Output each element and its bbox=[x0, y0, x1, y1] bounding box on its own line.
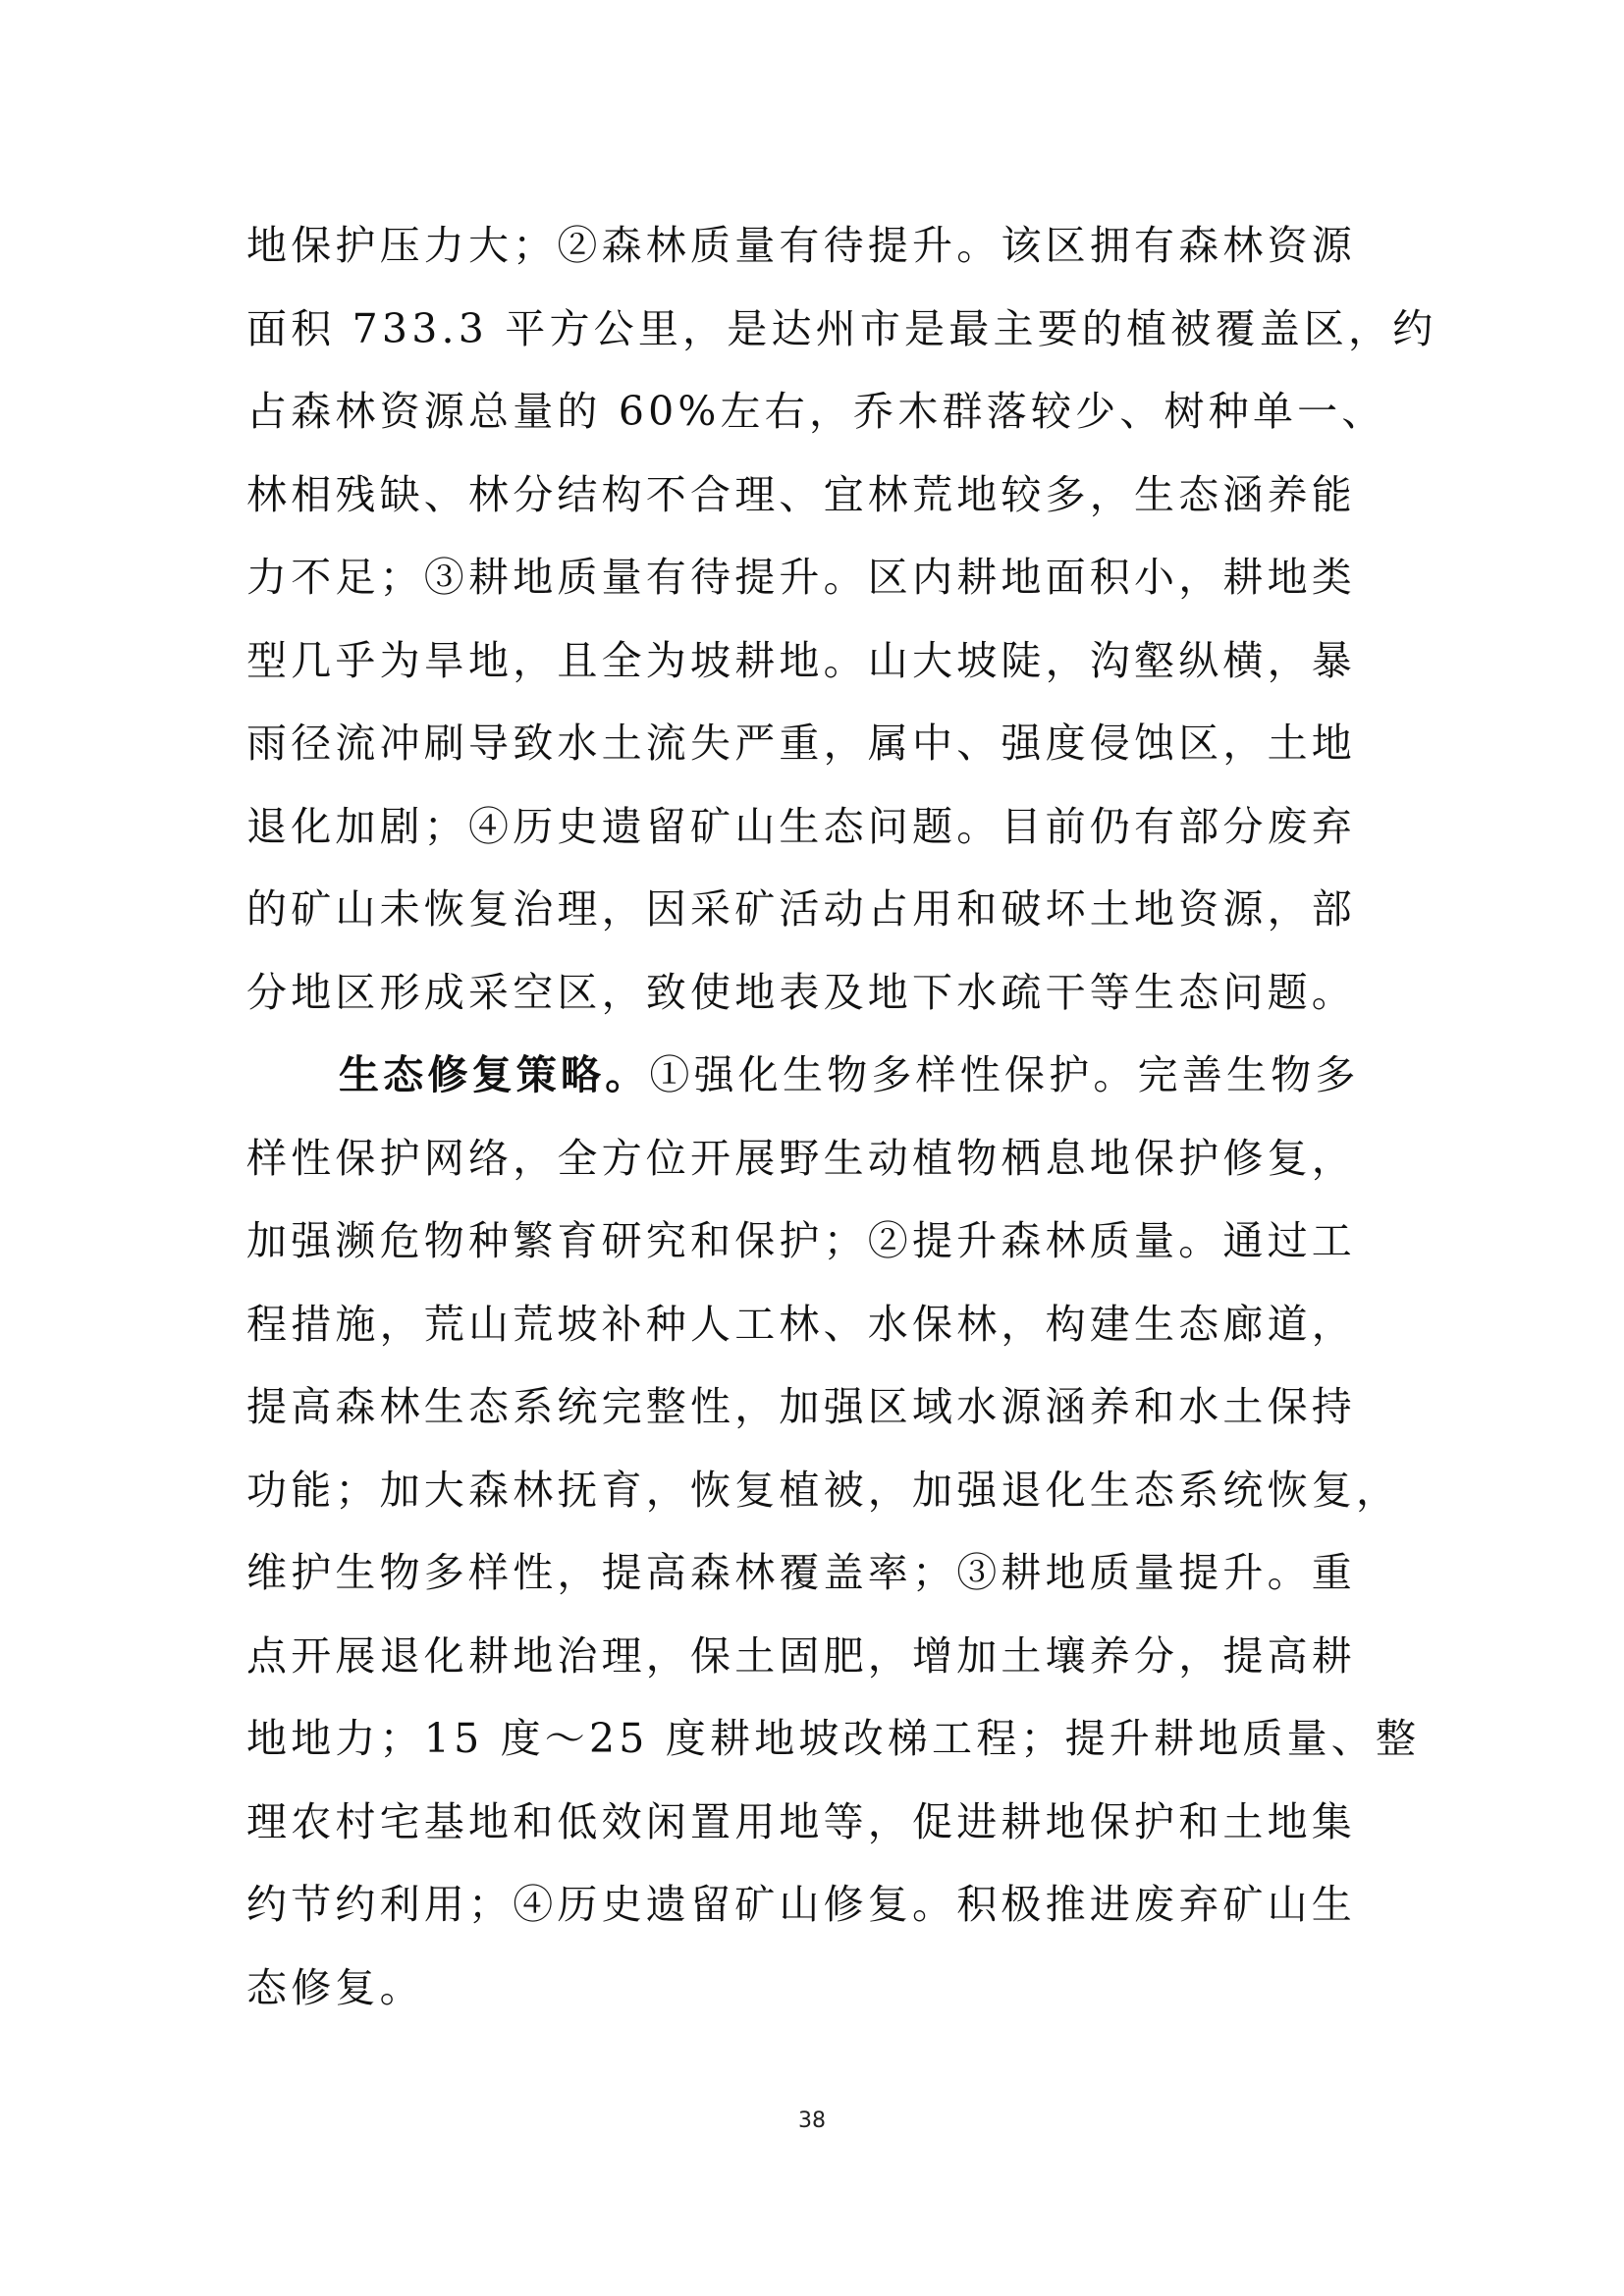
text-line: 占森林资源总量的 60%左右，乔木群落较少、树种单一、 bbox=[246, 388, 1386, 435]
text-line: 地地力；15 度～25 度耕地坡改梯工程；提升耕地质量、整 bbox=[246, 1715, 1421, 1762]
paragraph-heading: 生态修复策略。 bbox=[339, 1051, 650, 1098]
text-line: 点开展退化耕地治理，保土固肥，增加土壤养分，提高耕 bbox=[246, 1631, 1356, 1680]
paragraph-first-line bbox=[246, 1034, 1385, 1117]
body-text bbox=[246, 204, 1437, 2029]
text-line: 地保护压力大；②森林质量有待提升。该区拥有森林资源 bbox=[246, 222, 1356, 269]
paragraph-first-line-text: ①强化生物多样性保护。完善生物多 bbox=[649, 1051, 1360, 1098]
text-line: 林相残缺、林分结构不合理、宜林荒地较多，生态涵养能 bbox=[246, 470, 1356, 518]
text-line: 约节约利用；④历史遗留矿山修复。积极推进废弃矿山生 bbox=[246, 1881, 1356, 1928]
text-line: 力不足；③耕地质量有待提升。区内耕地面积小，耕地类 bbox=[246, 554, 1356, 601]
text-line: 程措施，荒山荒坡补种人工林、水保林，构建生态廊道， bbox=[246, 1300, 1356, 1348]
text-line: 加强濒危物种繁育研究和保护；②提升森林质量。通过工 bbox=[246, 1217, 1356, 1264]
text-line: 提高森林生态系统完整性，加强区域水源涵养和水土保持 bbox=[246, 1383, 1356, 1430]
text-line: 分地区形成采空区，致使地表及地下水疏干等生态问题。 bbox=[246, 968, 1356, 1016]
text-line: 退化加剧；④历史遗留矿山生态问题。目前仍有部分废弃 bbox=[246, 802, 1356, 850]
text-line: 样性保护网络，全方位开展野生动植物栖息地保护修复， bbox=[246, 1134, 1356, 1182]
text-line: 维护生物多样性，提高森林覆盖率；③耕地质量提升。重 bbox=[246, 1549, 1356, 1596]
text-line: 功能；加大森林抚育，恢复植被，加强退化生态系统恢复， bbox=[246, 1466, 1401, 1514]
text-line: 面积 733.3 平方公里，是达州市是最主要的植被覆盖区，约 bbox=[246, 304, 1437, 352]
page-number: 38 bbox=[798, 2109, 826, 2133]
text-line: 雨径流冲刷导致水土流失严重，属中、强度侵蚀区，土地 bbox=[246, 720, 1356, 767]
text-line: 的矿山未恢复治理，因采矿活动占用和破坏土地资源，部 bbox=[246, 885, 1356, 933]
text-line: 型几乎为旱地，且全为坡耕地。山大坡陡，沟壑纵横，暴 bbox=[246, 636, 1356, 684]
text-line: 态修复。 bbox=[246, 1963, 424, 2011]
text-line: 理农村宅基地和低效闲置用地等，促进耕地保护和土地集 bbox=[246, 1797, 1356, 1845]
